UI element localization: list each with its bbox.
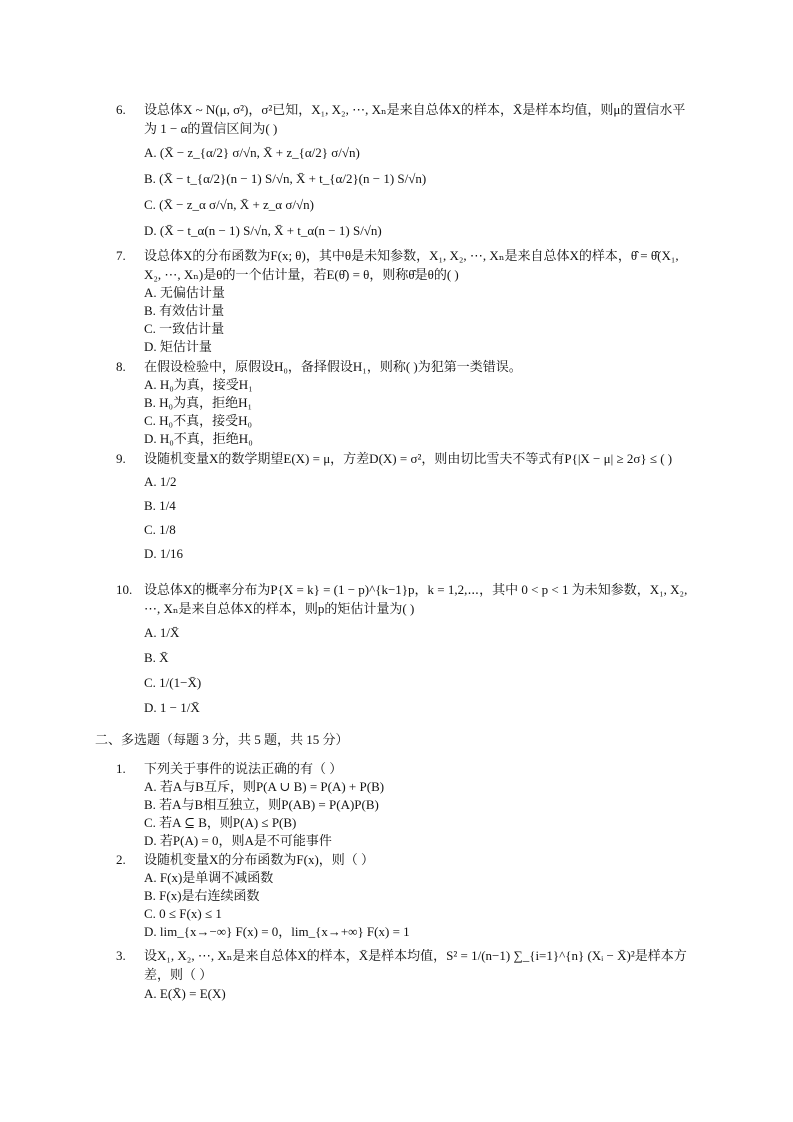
multi-question-3	[116, 946, 696, 1004]
option-a: A. E(X̄) = E(X)	[144, 986, 226, 1001]
option-b: B. 1/4	[144, 498, 176, 513]
option-d: D. 矩估计量	[144, 339, 212, 354]
option-d: D. H₀不真，拒绝H₀	[144, 431, 253, 446]
question-10	[116, 580, 696, 720]
option-d: D. 若P(A) = 0，则A是不可能事件	[144, 833, 332, 848]
option-b: B. (X̄ − t_{α/2}(n − 1) S/√n, X̄ + t_{α/2}(n − 1) S/√n)	[144, 171, 427, 186]
option-b: B. F(x)是右连续函数	[144, 888, 260, 903]
question-number: 7.	[116, 248, 126, 263]
option-d: D. lim_{x→−∞} F(x) = 0，lim_{x→+∞} F(x) = 1	[144, 924, 410, 939]
option-b: B. H₀为真，拒绝H₁	[144, 395, 253, 410]
question-8	[116, 357, 696, 448]
question-text: 设总体X的概率分布为P{X = k} = (1 − p)^{k−1}p，k = 1,2,⋯，其中 0 < p < 1 为未知参数，X₁, X₂, ⋯, Xₙ是来自总体X的样本，则p的矩估计量为( )	[144, 582, 688, 616]
option-a: A. 1/2	[144, 474, 177, 489]
option-c: C. 1/(1−X̄)	[144, 675, 202, 690]
option-d: D. 1 − 1/X̄	[144, 700, 200, 715]
question-number: 8.	[116, 359, 126, 374]
option-b: B. X̄	[144, 650, 169, 665]
question-number: 10.	[116, 582, 133, 597]
question-9	[116, 449, 696, 566]
question-text: 设总体X ~ N(μ, σ²)，σ²已知，X₁, X₂, ⋯, Xₙ是来自总体X的样本，X̄是样本均值，则μ的置信水平为 1 − α的置信区间为( )	[144, 102, 686, 136]
question-number: 1.	[116, 761, 126, 776]
option-c: C. H₀不真，接受H₀	[144, 413, 253, 428]
question-number: 3.	[116, 948, 126, 963]
question-text: 设随机变量X的分布函数为F(x)，则（ ）	[144, 852, 375, 867]
option-a: A. H₀为真，接受H₁	[144, 377, 253, 392]
option-a: A. (X̄ − z_{α/2} σ/√n, X̄ + z_{α/2} σ/√n)	[144, 145, 360, 160]
multi-question-1	[116, 759, 696, 850]
option-a: A. 若A与B互斥，则P(A ∪ B) = P(A) + P(B)	[144, 779, 385, 794]
question-number: 9.	[116, 451, 126, 466]
option-a: A. 1/X̄	[144, 625, 180, 640]
section-heading-multi-choice: 二、多选题（每题 3 分，共 5 题，共 15 分）	[95, 732, 349, 747]
option-d: D. (X̄ − t_α(n − 1) S/√n, X̄ + t_α(n − 1) S/√n)	[144, 223, 382, 238]
option-a: A. F(x)是单调不减函数	[144, 870, 274, 885]
option-b: B. 若A与B相互独立，则P(AB) = P(A)P(B)	[144, 797, 379, 812]
question-number: 2.	[116, 852, 126, 867]
option-c: C. 一致估计量	[144, 321, 225, 336]
question-number: 6.	[116, 102, 126, 117]
question-text: 设随机变量X的数学期望E(X) = μ，方差D(X) = σ²，则由切比雪夫不等式有P{|X − μ| ≥ 2σ} ≤ ( )	[144, 451, 673, 466]
option-c: C. 若A ⊆ B，则P(A) ≤ P(B)	[144, 815, 297, 830]
option-c: C. 1/8	[144, 522, 176, 537]
option-b: B. 有效估计量	[144, 303, 225, 318]
option-c: C. (X̄ − z_α σ/√n, X̄ + z_α σ/√n)	[144, 197, 314, 212]
question-6	[116, 100, 696, 244]
option-d: D. 1/16	[144, 546, 183, 561]
question-text: 在假设检验中，原假设H₀，备择假设H₁，则称( )为犯第一类错误。	[144, 359, 522, 374]
multi-question-2	[116, 850, 696, 941]
question-7	[116, 246, 696, 356]
question-text: 设总体X的分布函数为F(x; θ)，其中θ是未知参数，X₁, X₂, ⋯, Xₙ是来自总体X的样本，θ̂ = θ̂(X₁, X₂, ⋯, Xₙ)是θ的一个估计量，若E(θ̂) = θ，则称θ̂是θ的( )	[144, 248, 679, 282]
question-text: 设X₁, X₂, ⋯, Xₙ是来自总体X的样本，X̄是样本均值，S² = 1/(n−1) ∑_{i=1}^{n} (Xᵢ − X̄)²是样本方差，则（ ）	[144, 948, 687, 982]
option-c: C. 0 ≤ F(x) ≤ 1	[144, 906, 222, 921]
option-a: A. 无偏估计量	[144, 285, 225, 300]
question-text: 下列关于事件的说法正确的有（ ）	[144, 761, 343, 776]
